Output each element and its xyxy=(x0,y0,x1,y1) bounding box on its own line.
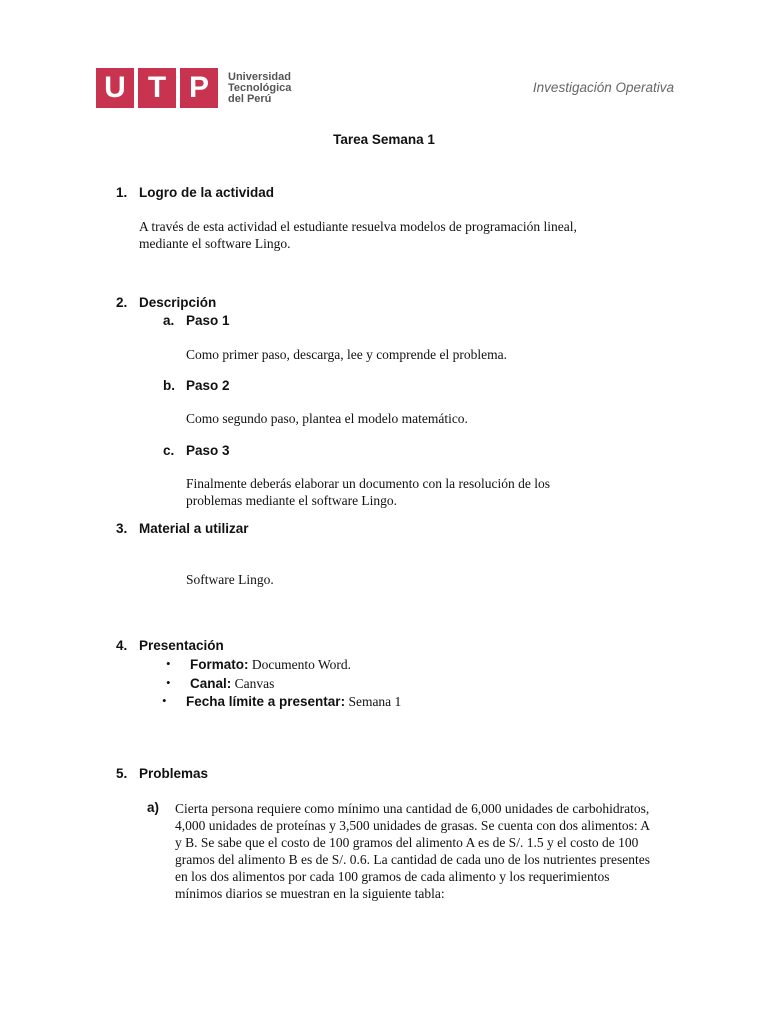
format-label: Formato: xyxy=(190,657,249,672)
format-value: Documento Word. xyxy=(248,657,352,672)
section-1-body xyxy=(139,218,577,252)
step-a-text: Como primer paso, descarga, lee y comprende el problema. xyxy=(186,347,508,362)
step-c-title: Paso 3 xyxy=(186,443,230,458)
logo-line-3: del Perú xyxy=(228,92,272,105)
utp-logo xyxy=(96,68,291,108)
section-2-number: 2. xyxy=(116,295,128,310)
section-3-text: Software Lingo. xyxy=(186,572,274,587)
section-2-title: Descripción xyxy=(139,295,217,310)
step-c-body xyxy=(186,475,550,509)
problem-line: y B. Se sabe que el costo de 100 gramos del alimento A es de S/. 1.5 y el costo de 100 xyxy=(175,835,639,850)
logo-letter-u: U xyxy=(96,68,134,108)
deadline-value: Semana 1 xyxy=(345,694,402,709)
problem-line: Cierta persona requiere como mínimo una cantidad de 6,000 unidades de carbohidratos, xyxy=(175,801,650,816)
presentation-item-channel xyxy=(190,675,274,692)
bullet-icon: • xyxy=(166,675,171,690)
step-c-line: Finalmente deberás elaborar un documento con la resolución de los xyxy=(186,476,551,491)
problem-line: 4,000 unidades de proteínas y 3,500 unidades de grasas. Se cuenta con dos alimentos: A xyxy=(175,818,651,833)
bullet-icon: • xyxy=(166,656,171,671)
section-4-title: Presentación xyxy=(139,638,224,653)
problem-a-label: a) xyxy=(147,800,160,815)
logo-letter-p: P xyxy=(180,68,218,108)
presentation-item-deadline xyxy=(186,693,401,710)
step-b-text: Como segundo paso, plantea el modelo matemático. xyxy=(186,411,468,426)
document-title: Tarea Semana 1 xyxy=(333,132,435,147)
section-3-title: Material a utilizar xyxy=(139,521,249,536)
step-b-title: Paso 2 xyxy=(186,378,230,393)
section-1-number: 1. xyxy=(116,185,128,200)
logo-line-2: Tecnológica xyxy=(228,81,292,94)
channel-value: Canvas xyxy=(231,676,275,691)
section-5-title: Problemas xyxy=(139,766,209,781)
channel-label: Canal: xyxy=(190,676,232,691)
section-1-line: mediante el software Lingo. xyxy=(139,236,291,251)
presentation-item-format xyxy=(190,656,351,673)
course-name: Investigación Operativa xyxy=(532,80,674,95)
section-4-number: 4. xyxy=(116,638,128,653)
step-a-letter: a. xyxy=(163,313,175,328)
problem-line: en los dos alimentos por cada 100 gramos de cada alimento y los requerimientos xyxy=(175,869,610,884)
section-1-title: Logro de la actividad xyxy=(139,185,275,200)
problem-line: gramos del alimento B es de S/. 0.6. La cantidad de cada uno de los nutrientes presentes xyxy=(175,852,650,867)
logo-wordmark xyxy=(228,72,291,105)
step-b-letter: b. xyxy=(163,378,175,393)
section-5-number: 5. xyxy=(116,766,128,781)
problem-line: mínimos diarios se muestran en la siguiente tabla: xyxy=(175,886,445,901)
step-c-letter: c. xyxy=(163,443,175,458)
deadline-label: Fecha límite a presentar: xyxy=(186,694,346,709)
logo-line-1: Universidad xyxy=(228,70,291,83)
section-1-line: A través de esta actividad el estudiante resuelva modelos de programación lineal, xyxy=(139,219,577,234)
problem-a-text xyxy=(175,800,675,902)
step-c-line: problemas mediante el software Lingo. xyxy=(186,493,398,508)
section-3-number: 3. xyxy=(116,521,128,536)
logo-letter-t: T xyxy=(138,68,176,108)
step-a-title: Paso 1 xyxy=(186,313,230,328)
bullet-icon: • xyxy=(162,693,167,708)
